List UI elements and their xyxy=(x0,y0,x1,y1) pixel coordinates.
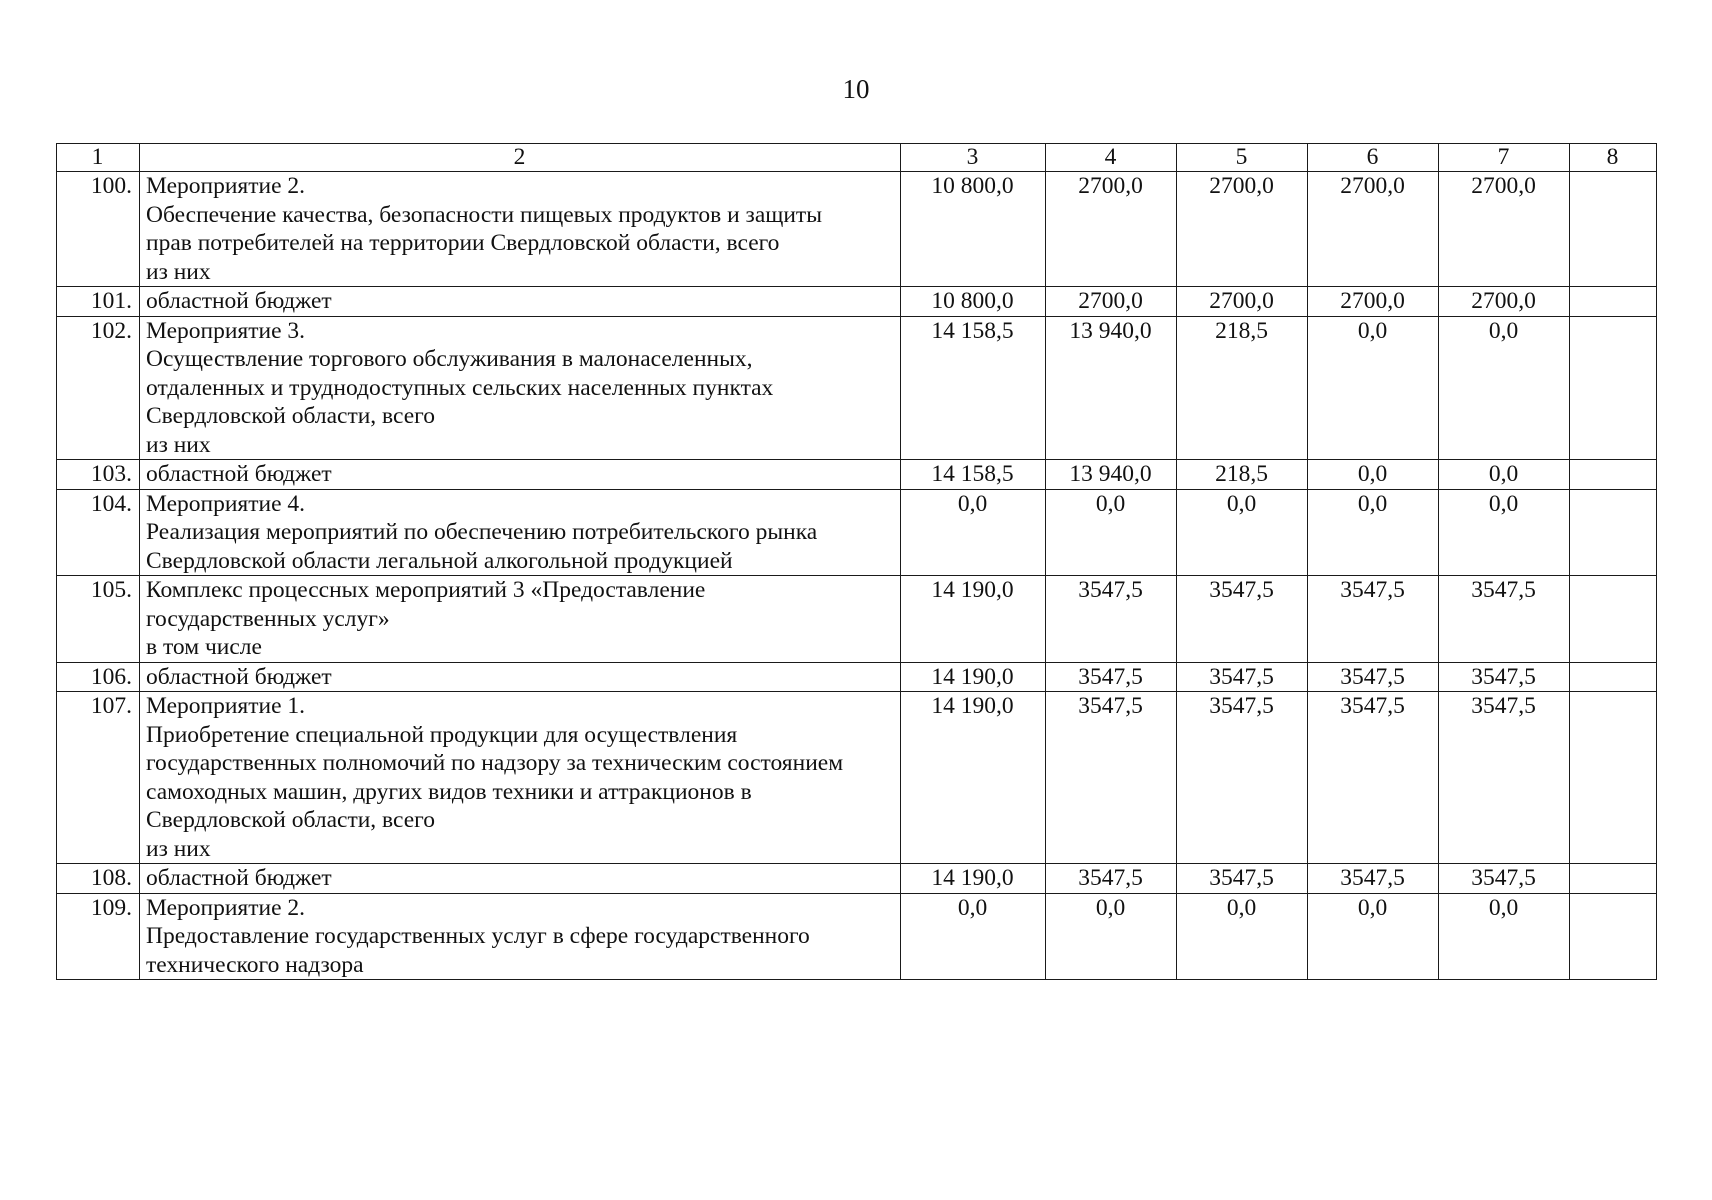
table-row xyxy=(57,172,1657,287)
value-cell-col3: 10 800,0 xyxy=(901,172,1046,287)
table-row xyxy=(57,489,1657,576)
value-cell-col5: 3547,5 xyxy=(1177,864,1308,894)
value-cell-col6: 3547,5 xyxy=(1308,864,1439,894)
value-cell-col3: 14 158,5 xyxy=(901,460,1046,490)
value-cell-col3: 14 190,0 xyxy=(901,662,1046,692)
description-line: из них xyxy=(146,258,211,285)
description-line: прав потребителей на территории Свердловской области, всего xyxy=(146,230,780,256)
value-cell-col4: 3547,5 xyxy=(1046,864,1177,894)
table-row xyxy=(57,316,1657,460)
page-number: 10 xyxy=(842,74,870,104)
value-cell-col4: 0,0 xyxy=(1046,893,1177,980)
value-cell-col7: 0,0 xyxy=(1439,316,1570,460)
row-description xyxy=(140,893,901,980)
value-cell-col8 xyxy=(1570,893,1657,980)
description-line: Предоставление государственных услуг в сфере государственного xyxy=(146,923,810,949)
row-number: 108. xyxy=(57,864,140,894)
value-cell-col4: 2700,0 xyxy=(1046,172,1177,287)
description-line: Осуществление торгового обслуживания в малонаселенных, xyxy=(146,346,753,372)
row-description xyxy=(140,864,901,894)
row-description xyxy=(140,576,901,663)
value-cell-col4: 13 940,0 xyxy=(1046,316,1177,460)
row-description xyxy=(140,316,901,460)
value-cell-col6: 0,0 xyxy=(1308,489,1439,576)
value-cell-col8 xyxy=(1570,287,1657,317)
description-line: областной бюджет xyxy=(146,663,332,690)
value-cell-col7: 2700,0 xyxy=(1439,172,1570,287)
value-cell-col7: 0,0 xyxy=(1439,489,1570,576)
row-number: 105. xyxy=(57,576,140,663)
value-cell-col5: 2700,0 xyxy=(1177,172,1308,287)
description-line: технического надзора xyxy=(146,951,364,978)
description-line: Приобретение специальной продукции для осуществления xyxy=(146,721,738,748)
column-header: 8 xyxy=(1570,144,1657,172)
description-line: Реализация мероприятий по обеспечению потребительского рынка xyxy=(146,519,818,545)
value-cell-col4: 3547,5 xyxy=(1046,662,1177,692)
value-cell-col6: 3547,5 xyxy=(1308,692,1439,864)
description-line: Свердловской области, всего xyxy=(146,403,435,429)
value-cell-col4: 3547,5 xyxy=(1046,576,1177,663)
value-cell-col6: 2700,0 xyxy=(1308,172,1439,287)
value-cell-col5: 3547,5 xyxy=(1177,692,1308,864)
description-line: Свердловской области легальной алкогольной продукцией xyxy=(146,547,733,574)
description-line: в том числе xyxy=(146,634,262,660)
value-cell-col8 xyxy=(1570,864,1657,894)
value-cell-col3: 0,0 xyxy=(901,489,1046,576)
value-cell-col6: 3547,5 xyxy=(1308,662,1439,692)
row-description xyxy=(140,172,901,287)
value-cell-col6: 0,0 xyxy=(1308,893,1439,980)
row-number: 101. xyxy=(57,287,140,317)
value-cell-col8 xyxy=(1570,692,1657,864)
value-cell-col8 xyxy=(1570,460,1657,490)
value-cell-col6: 3547,5 xyxy=(1308,576,1439,663)
value-cell-col5: 218,5 xyxy=(1177,316,1308,460)
value-cell-col8 xyxy=(1570,489,1657,576)
value-cell-col5: 218,5 xyxy=(1177,460,1308,490)
value-cell-col7: 3547,5 xyxy=(1439,692,1570,864)
table-row xyxy=(57,662,1657,692)
value-cell-col3: 14 190,0 xyxy=(901,576,1046,663)
row-number: 109. xyxy=(57,893,140,980)
value-cell-col7: 3547,5 xyxy=(1439,662,1570,692)
value-cell-col6: 0,0 xyxy=(1308,316,1439,460)
description-line: государственных услуг» xyxy=(146,605,390,632)
description-line: Мероприятие 4. xyxy=(146,490,306,517)
description-line: Мероприятие 3. xyxy=(146,317,306,344)
table-row xyxy=(57,864,1657,894)
description-line: государственных полномочий по надзору за техническим состоянием xyxy=(146,750,844,776)
value-cell-col7: 3547,5 xyxy=(1439,864,1570,894)
description-line: областной бюджет xyxy=(146,865,332,891)
value-cell-col4: 13 940,0 xyxy=(1046,460,1177,490)
description-line: Комплекс процессных мероприятий 3 «Предоставление xyxy=(146,577,706,603)
description-line: Мероприятие 2. xyxy=(146,173,306,199)
row-number: 100. xyxy=(57,172,140,287)
value-cell-col8 xyxy=(1570,662,1657,692)
row-description xyxy=(140,287,901,317)
row-number: 103. xyxy=(57,460,140,490)
value-cell-col5: 3547,5 xyxy=(1177,662,1308,692)
description-line: Обеспечение качества, безопасности пищевых продуктов и защиты xyxy=(146,201,822,228)
row-description xyxy=(140,662,901,692)
column-header: 5 xyxy=(1177,144,1308,172)
value-cell-col3: 14 190,0 xyxy=(901,692,1046,864)
description-line: из них xyxy=(146,835,211,862)
value-cell-col8 xyxy=(1570,576,1657,663)
value-cell-col5: 0,0 xyxy=(1177,489,1308,576)
row-number: 106. xyxy=(57,662,140,692)
description-line: из них xyxy=(146,431,211,458)
table-row xyxy=(57,692,1657,864)
table-row xyxy=(57,576,1657,663)
budget-table xyxy=(56,143,1657,980)
row-description xyxy=(140,692,901,864)
row-description xyxy=(140,489,901,576)
value-cell-col7: 2700,0 xyxy=(1439,287,1570,317)
table-body xyxy=(57,172,1657,980)
column-header: 3 xyxy=(901,144,1046,172)
value-cell-col8 xyxy=(1570,172,1657,287)
value-cell-col4: 2700,0 xyxy=(1046,287,1177,317)
description-line: областной бюджет xyxy=(146,461,332,487)
row-number: 107. xyxy=(57,692,140,864)
row-number: 102. xyxy=(57,316,140,460)
value-cell-col6: 2700,0 xyxy=(1308,287,1439,317)
column-header: 7 xyxy=(1439,144,1570,172)
value-cell-col7: 0,0 xyxy=(1439,893,1570,980)
value-cell-col3: 14 190,0 xyxy=(901,864,1046,894)
column-header: 6 xyxy=(1308,144,1439,172)
value-cell-col5: 3547,5 xyxy=(1177,576,1308,663)
value-cell-col3: 10 800,0 xyxy=(901,287,1046,317)
value-cell-col7: 3547,5 xyxy=(1439,576,1570,663)
description-line: Мероприятие 2. xyxy=(146,894,306,921)
description-line: Мероприятие 1. xyxy=(146,693,306,719)
column-header: 2 xyxy=(140,144,901,172)
table-row xyxy=(57,893,1657,980)
value-cell-col6: 0,0 xyxy=(1308,460,1439,490)
table-row xyxy=(57,460,1657,490)
column-header: 4 xyxy=(1046,144,1177,172)
value-cell-col5: 2700,0 xyxy=(1177,287,1308,317)
header-row xyxy=(57,144,1657,172)
table-row xyxy=(57,287,1657,317)
value-cell-col7: 0,0 xyxy=(1439,460,1570,490)
description-line: областной бюджет xyxy=(146,288,332,314)
value-cell-col5: 0,0 xyxy=(1177,893,1308,980)
value-cell-col3: 14 158,5 xyxy=(901,316,1046,460)
value-cell-col4: 3547,5 xyxy=(1046,692,1177,864)
value-cell-col3: 0,0 xyxy=(901,893,1046,980)
description-line: отдаленных и труднодоступных сельских населенных пунктах xyxy=(146,374,774,401)
value-cell-col4: 0,0 xyxy=(1046,489,1177,576)
description-line: Свердловской области, всего xyxy=(146,807,435,833)
row-description xyxy=(140,460,901,490)
value-cell-col8 xyxy=(1570,316,1657,460)
description-line: самоходных машин, других видов техники и аттракционов в xyxy=(146,778,752,805)
column-header: 1 xyxy=(57,144,140,172)
row-number: 104. xyxy=(57,489,140,576)
